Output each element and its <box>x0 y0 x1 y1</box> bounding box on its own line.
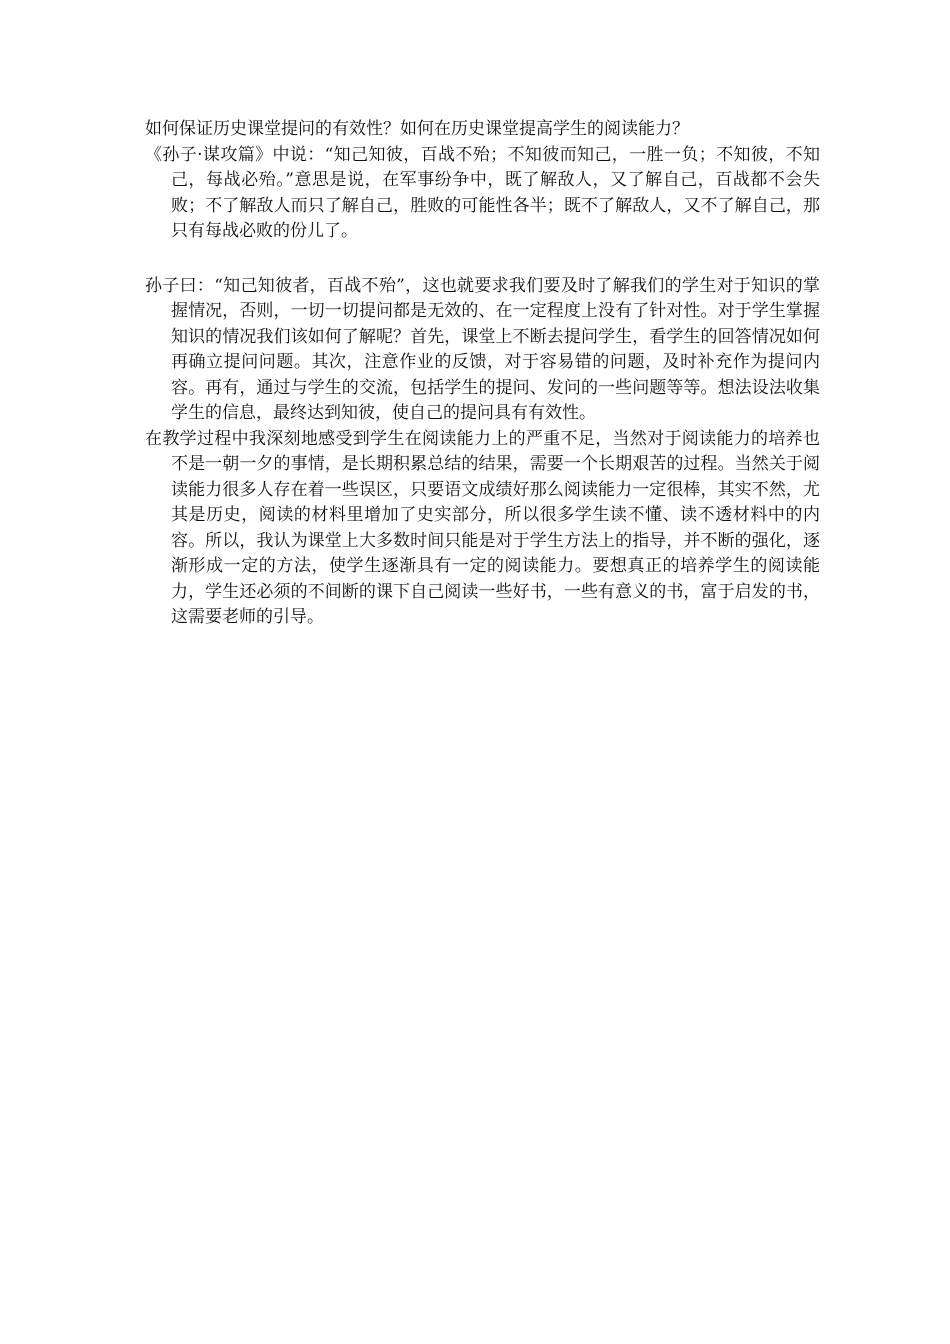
paragraph-spacer <box>145 245 820 274</box>
document-body <box>145 117 820 631</box>
paragraph-questioning: 孙子曰：“知己知彼者，百战不殆”，这也就要求我们要及时了解我们的学生对于知识的掌握情况，否则，一切一切提问都是无效的、在一定程度上没有了针对性。对于学生掌握知识的情况我们该如何了解呢？首先，课堂上不断去提问学生，看学生的回答情况如何再确立提问问题。其次，注意作业的反馈，对于容易错的问题，及时补充作为提问内容。再有，通过与学生的交流，包括学生的提问、发问的一些问题等等。想法设法收集学生的信息，最终达到知彼，使自己的提问具有有效性。 <box>145 275 820 423</box>
paragraph-reading-ability: 在教学过程中我深刻地感受到学生在阅读能力上的严重不足，当然对于阅读能力的培养也不是一朝一夕的事情，是长期积累总结的结果，需要一个长期艰苦的过程。当然关于阅读能力很多人存在着一些误区，只要语文成绩好那么阅读能力一定很棒，其实不然，尤其是历史，阅读的材料里增加了史实部分，所以很多学生读不懂、读不透材料中的内容。所以，我认为课堂上大多数时间只能是对于学生方法上的指导，并不断的强化，逐渐形成一定的方法，使学生逐渐具有一定的阅读能力。要想真正的培养学生的阅读能力，学生还必须的不间断的课下自己阅读一些好书，一些有意义的书，富于启发的书，这需要老师的引导。 <box>145 428 820 627</box>
document-title: 如何保证历史课堂提问的有效性？如何在历史课堂提高学生的阅读能力？ <box>145 119 689 139</box>
paragraph-sunzi-quote: 《孙子·谋攻篇》中说：“知己知彼，百战不殆；不知彼而知己，一胜一负；不知彼，不知己，每战必殆。”意思是说，在军事纷争中，既了解敌人，又了解自己，百战都不会失败；不了解敌人而只了解自己，胜败的可能性各半；既不了解敌人，又不了解自己，那只有每战必败的份儿了。 <box>145 144 820 241</box>
